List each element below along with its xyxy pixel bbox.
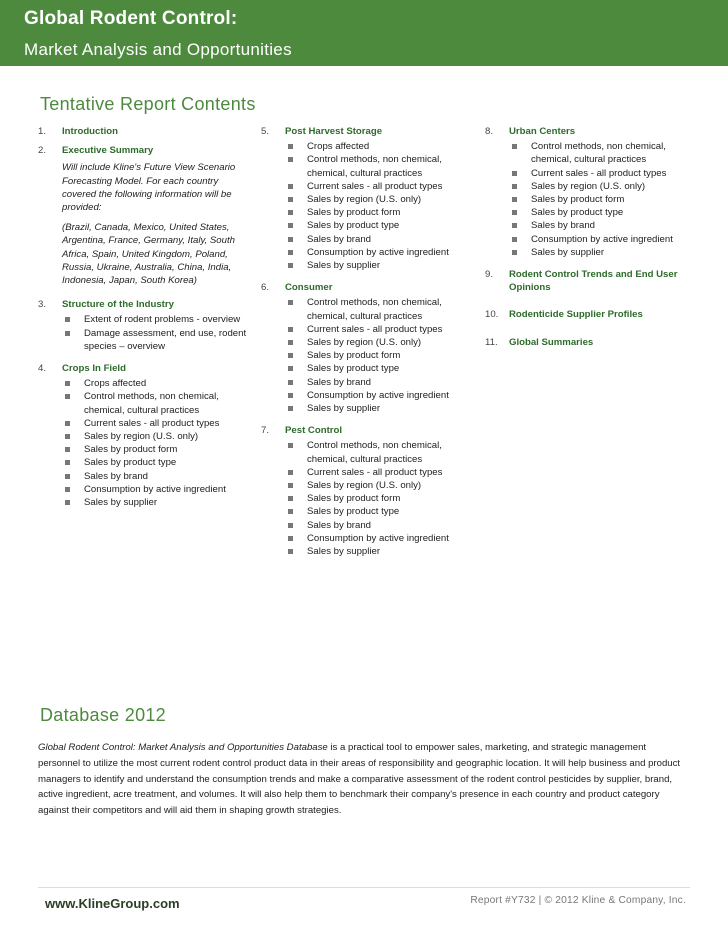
list-item: Consumption by active ingredient [285,389,461,402]
header-banner [0,0,728,66]
report-subtitle: Market Analysis and Opportunities [24,40,292,59]
list-item: Sales by product type [509,206,690,219]
list-item: Control methods, non chemical, chemical, cultural practices [285,439,461,465]
list-item: Sales by product form [509,193,690,206]
footer-divider [38,887,690,888]
list-item: Current sales - all product types [285,466,461,479]
item-heading: Crops In Field [62,363,126,375]
list-item: Control methods, non chemical, chemical, cultural practices [509,140,690,166]
item-number: 10. [485,309,499,321]
list-item: Sales by product type [285,219,461,232]
database-body: is a practical tool to empower sales, marketing, and strategic management personnel to utilize the most current rodent control product data in their areas of responsibility and geographic location. It will help business and product managers to identify and understand the consumption trends and make a comparative assessment of the rodent control pesticides by supplier, brand, active ingredient, acre treatment, and volumes. It will also help them to benchmark their company's presence in each country and product category against their competitors and will aid them in shaping growth strategies. [38,742,681,817]
list-item: Sales by product type [285,505,461,518]
contents-item [261,281,461,415]
bullet-list [62,377,250,509]
list-item: Control methods, non chemical, chemical, cultural practices [285,153,461,179]
list-item: Consumption by active ingredient [285,246,461,259]
list-item: Consumption by active ingredient [285,532,461,545]
item-heading: Urban Centers [509,126,576,137]
item-note: (Brazil, Canada, Mexico, United States, Argentina, France, Germany, Italy, South Africa, Spain, United Kingdom, Poland, Russia, Ukraine, Australia, China, India, Indonesia, Japan, South Korea) [62,222,235,287]
website-link[interactable]: www.KlineGroup.com [45,896,180,911]
list-item: Sales by supplier [285,259,461,272]
list-item: Current sales - all product types [285,323,461,336]
contents-column-2 [261,125,461,567]
list-item: Sales by supplier [285,545,461,558]
item-heading: Consumer [285,282,333,294]
list-item: Crops affected [62,377,250,390]
list-item: Control methods, non chemical, chemical, cultural practices [62,390,250,416]
list-item: Sales by brand [509,219,690,232]
list-item: Sales by brand [62,470,250,483]
database-lead: Global Rodent Control: Market Analysis and Opportunities Database [38,742,328,753]
item-heading: Rodenticide Supplier Profiles [509,309,643,321]
item-heading: Rodent Control Trends and End User Opinions [509,269,678,294]
contents-item [485,268,690,294]
item-number: 5. [261,126,270,137]
contents-title: Tentative Report Contents [40,94,256,114]
list-item: Damage assessment, end use, rodent species – overview [62,327,250,353]
contents-item [38,298,250,353]
list-item: Extent of rodent problems - overview [62,313,250,326]
list-item: Current sales - all product types [62,417,250,430]
list-item: Sales by region (U.S. only) [62,430,250,443]
contents-item [38,144,250,287]
list-item: Control methods, non chemical, chemical, cultural practices [285,296,461,322]
item-number: 9. [485,269,494,281]
list-item: Sales by product type [285,362,461,375]
contents-item [485,125,690,259]
item-number: 8. [485,126,494,137]
list-item: Sales by product form [285,206,461,219]
list-item: Sales by region (U.S. only) [285,193,461,206]
list-item: Sales by region (U.S. only) [285,479,461,492]
bullet-list [285,296,461,415]
list-item: Sales by product type [62,456,250,469]
bullet-list [285,439,461,558]
list-item: Sales by brand [285,519,461,532]
list-item: Sales by product form [62,443,250,456]
list-item: Current sales - all product types [285,180,461,193]
list-item: Sales by region (U.S. only) [509,180,690,193]
bullet-list [62,313,250,353]
item-heading: Global Summaries [509,336,594,348]
report-copyright: Report #Y732 | © 2012 Kline & Company, Inc. [470,895,686,906]
item-number: 2. [38,145,47,157]
database-description [38,740,690,819]
contents-item [485,336,690,349]
list-item: Current sales - all product types [509,167,690,180]
item-note: Will include Kline's Future View Scenario Forecasting Model. For each country covered the following information will be provided: [62,162,236,214]
item-heading: Introduction [62,126,118,137]
contents-item [261,424,461,558]
contents-column-1 [38,125,250,518]
item-number: 11. [485,336,498,348]
database-title: Database 2012 [40,705,166,725]
list-item: Sales by region (U.S. only) [285,336,461,349]
item-number: 7. [261,425,270,437]
item-heading: Pest Control [285,425,343,437]
contents-item [261,125,461,272]
list-item: Sales by supplier [285,402,461,415]
list-item: Consumption by active ingredient [509,233,690,246]
report-title: Global Rodent Control: [24,8,238,29]
contents-item [38,125,250,138]
item-heading: Post Harvest Storage [285,126,383,137]
item-number: 1. [38,126,47,137]
item-heading: Structure of the Industry [62,299,174,311]
list-item: Sales by product form [285,349,461,362]
list-item: Sales by supplier [62,496,250,509]
list-item: Sales by brand [285,376,461,389]
item-number: 4. [38,363,47,375]
list-item: Crops affected [285,140,461,153]
contents-item [485,308,690,321]
item-heading: Executive Summary [62,145,154,157]
item-number: 6. [261,282,270,294]
bullet-list [509,140,690,259]
item-number: 3. [38,299,47,311]
list-item: Sales by brand [285,233,461,246]
list-item: Sales by product form [285,492,461,505]
list-item: Sales by supplier [509,246,690,259]
contents-column-3 [485,125,690,358]
contents-item [38,362,250,509]
list-item: Consumption by active ingredient [62,483,250,496]
bullet-list [285,140,461,272]
